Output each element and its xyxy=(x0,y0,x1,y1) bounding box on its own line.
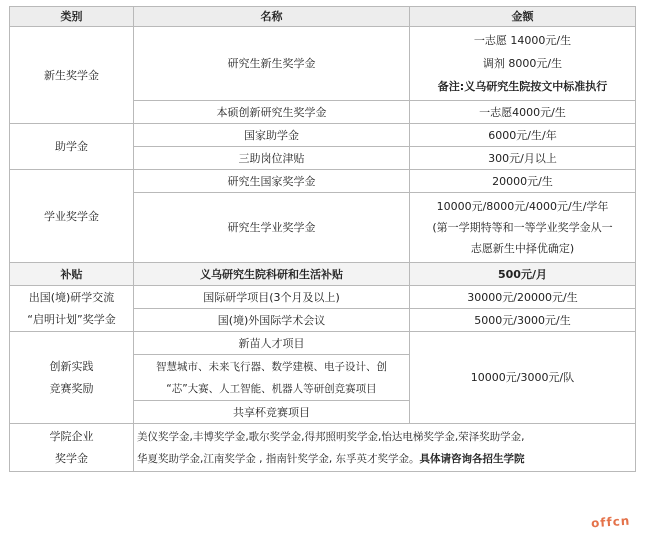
name-xueye-1: 研究生国家奖学金 xyxy=(134,170,410,193)
amount-chuangxin: 10000元/3000元/队 xyxy=(410,332,636,424)
category-chuguo xyxy=(10,286,134,332)
amount-butie: 500元/月 xyxy=(410,263,636,286)
amount-line: 志愿新生中择优确定) xyxy=(470,242,575,255)
amount-line: 10000元/8000元/4000元/生/学年 xyxy=(436,200,609,213)
category-line: 奖学金 xyxy=(55,451,88,465)
list-line: 美仪奖学金,丰博奖学金,歌尔奖学金,得邦照明奖学金,怡达电梯奖学金,荣泽奖助学金, xyxy=(137,430,525,443)
category-xinsheng: 新生奖学金 xyxy=(10,27,134,124)
amount-zhuxue-1: 6000元/生/年 xyxy=(410,124,636,147)
category-line: 竞赛奖励 xyxy=(49,381,94,395)
name-chuguo-1: 国际研学项目(3个月及以上) xyxy=(134,286,410,309)
category-xueye: 学业奖学金 xyxy=(10,170,134,263)
category-line: “启明计划”奖学金 xyxy=(27,312,116,326)
name-butie: 义乌研究生院科研和生活补贴 xyxy=(134,263,410,286)
name-chuguo-2: 国(境)外国际学术会议 xyxy=(134,309,410,332)
amount-chuguo-2: 5000元/3000元/生 xyxy=(410,309,636,332)
name-line: “芯”大赛、人工智能、机器人等研创竞赛项目 xyxy=(166,382,377,395)
contact-note: 具体请咨询各招生学院 xyxy=(419,452,525,465)
name-chuangxin-1: 新苗人才项目 xyxy=(134,332,410,355)
note-line: 备注:义乌研究生院按文中标准执行 xyxy=(437,80,608,93)
name-line: 智慧城市、未来飞行器、数学建模、电子设计、创 xyxy=(156,360,387,373)
category-zhuxue: 助学金 xyxy=(10,124,134,170)
amount-line: (第一学期特等和一等学业奖学金从一 xyxy=(432,221,613,234)
scholarship-table xyxy=(9,6,636,472)
category-line: 创新实践 xyxy=(49,359,94,373)
category-line: 出国(境)研学交流 xyxy=(28,290,115,304)
amount-xinsheng-1 xyxy=(410,27,636,101)
amount-zhuxue-2: 300元/月以上 xyxy=(410,147,636,170)
amount-line: 调剂 8000元/生 xyxy=(482,57,563,70)
category-chuangxin xyxy=(10,332,134,424)
xueyuan-scholarship-list xyxy=(134,424,636,472)
header-name: 名称 xyxy=(134,7,410,27)
header-category: 类别 xyxy=(10,7,134,27)
name-xueye-2: 研究生学业奖学金 xyxy=(134,193,410,263)
amount-xueye-1: 20000元/生 xyxy=(410,170,636,193)
category-xueyuan xyxy=(10,424,134,472)
name-xinsheng-1: 研究生新生奖学金 xyxy=(134,27,410,101)
name-chuangxin-3: 共享杯竞赛项目 xyxy=(134,401,410,424)
amount-line: 一志愿 14000元/生 xyxy=(473,34,572,47)
name-xinsheng-2: 本硕创新研究生奖学金 xyxy=(134,101,410,124)
name-chuangxin-2 xyxy=(134,355,410,401)
list-text: 华夏奖助学金,江南奖学金 , 指南针奖学金, 东孚英才奖学金。 xyxy=(137,452,420,465)
name-zhuxue-1: 国家助学金 xyxy=(134,124,410,147)
category-butie: 补贴 xyxy=(10,263,134,286)
amount-chuguo-1: 30000元/20000元/生 xyxy=(410,286,636,309)
list-line xyxy=(137,448,632,470)
amount-xueye-2 xyxy=(410,193,636,263)
name-zhuxue-2: 三助岗位津贴 xyxy=(134,147,410,170)
offcn-watermark: offcn xyxy=(590,513,631,531)
category-line: 学院企业 xyxy=(49,429,94,443)
amount-xinsheng-2: 一志愿4000元/生 xyxy=(410,101,636,124)
header-amount: 金额 xyxy=(410,7,636,27)
